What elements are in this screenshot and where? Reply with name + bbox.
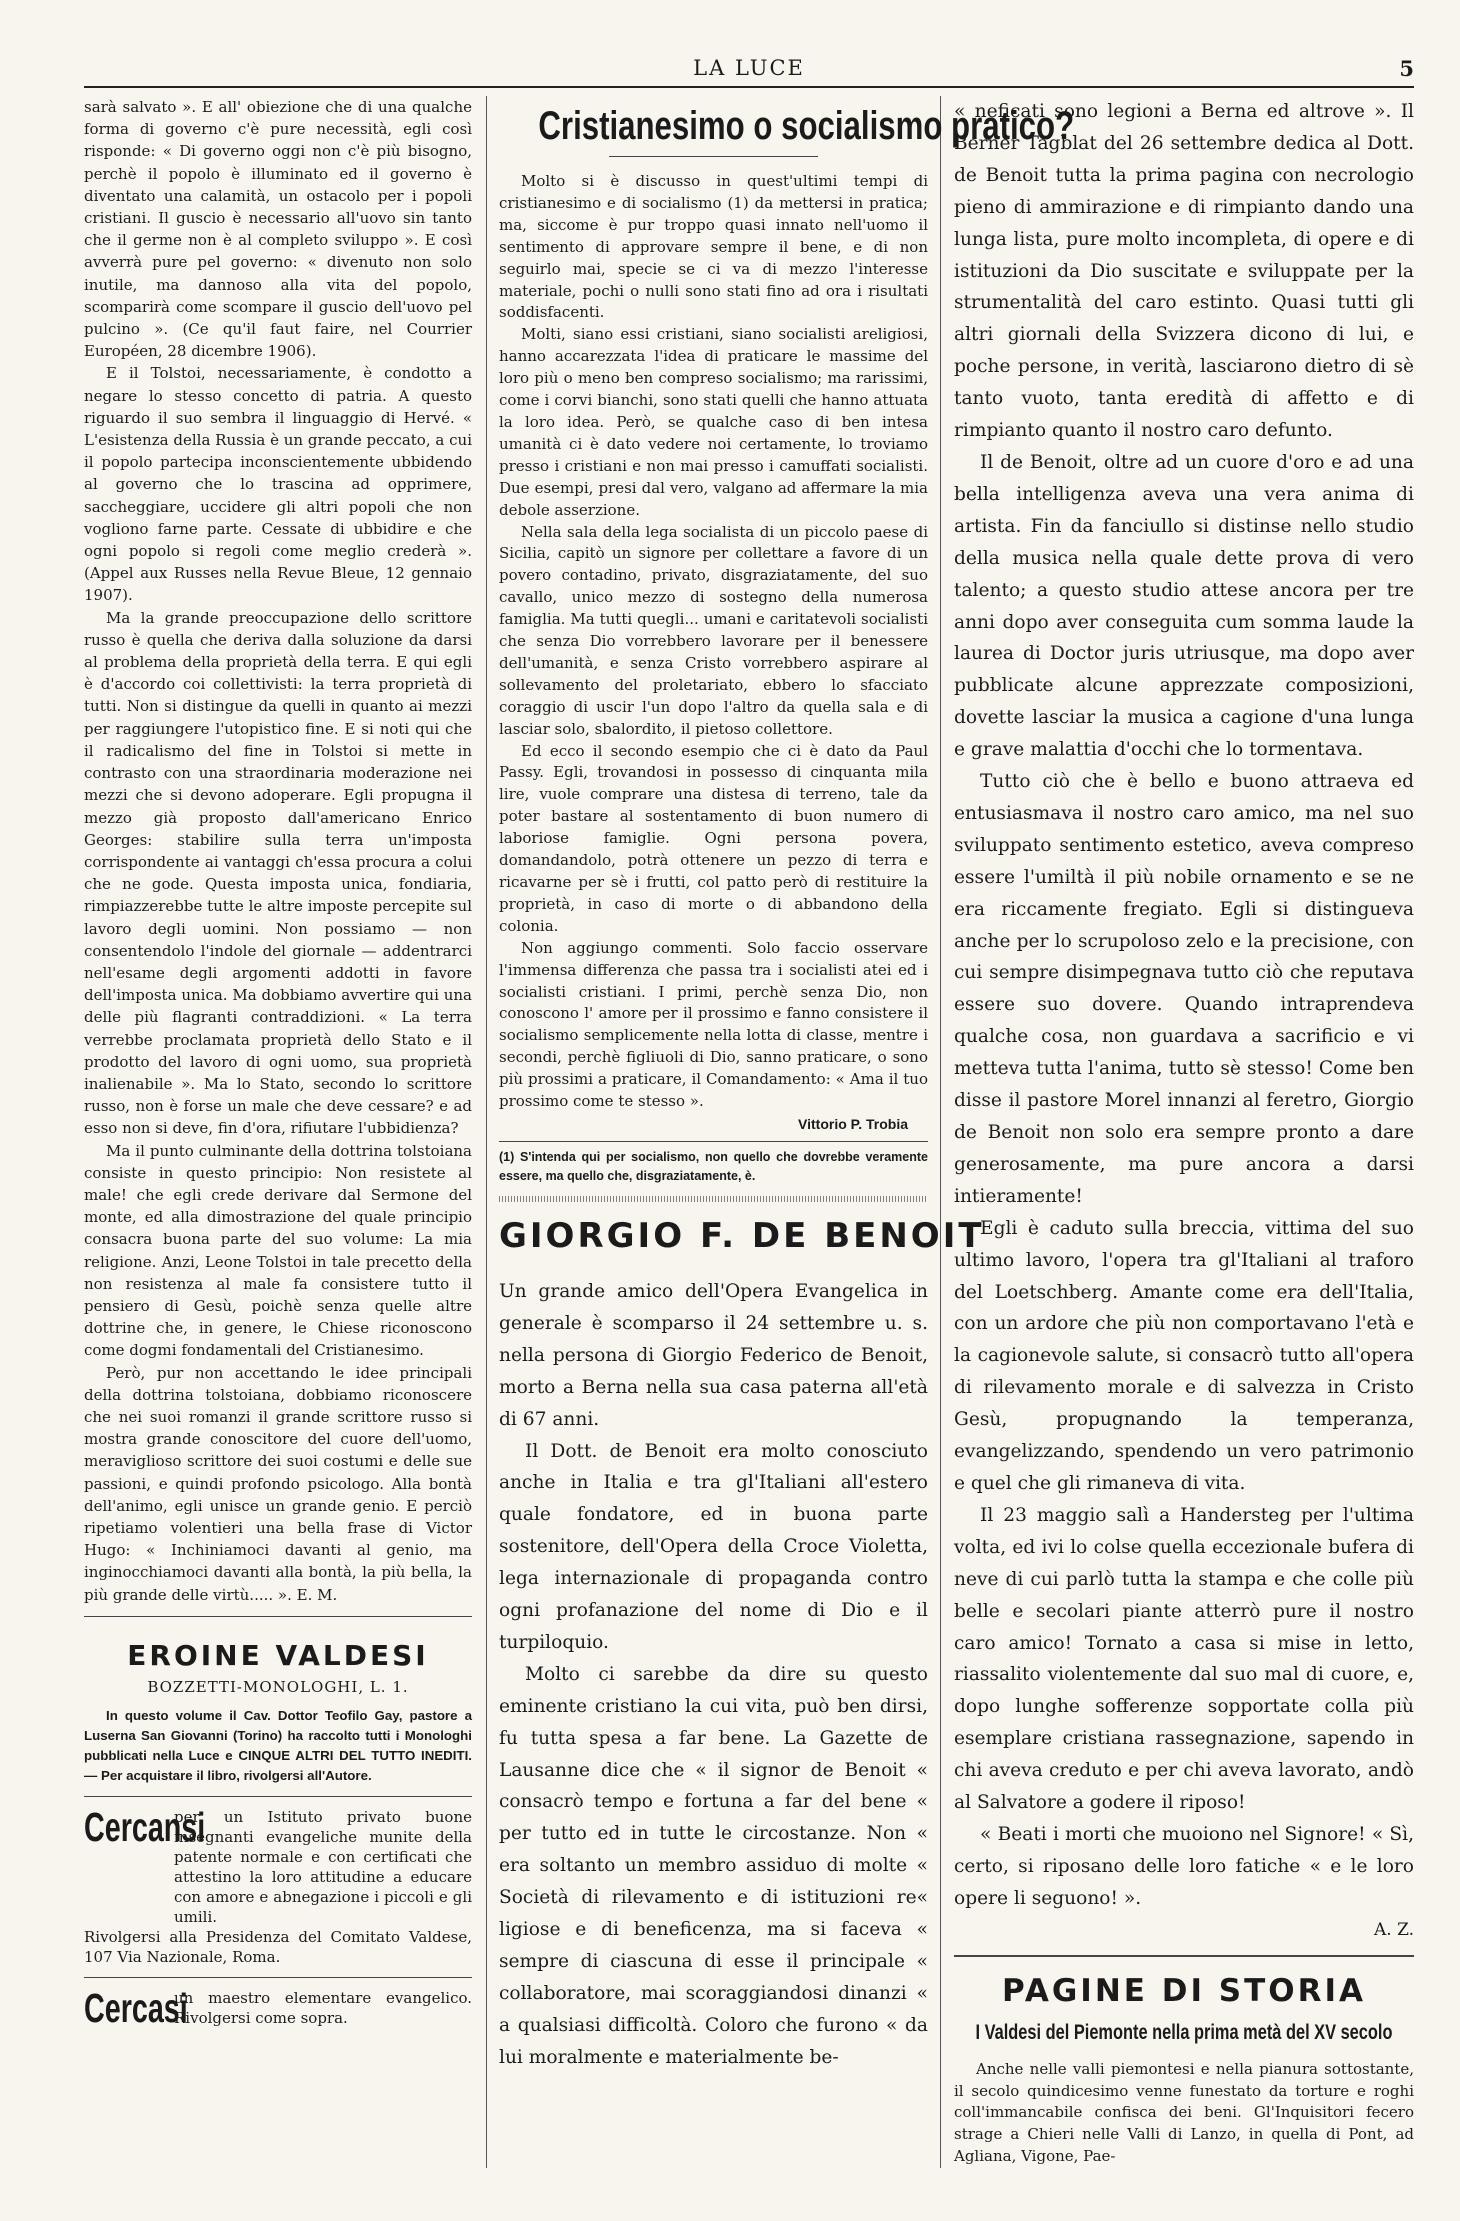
page-header <box>84 52 1414 88</box>
obituary-paragraph: « neficati sono legioni a Berna ed altrove ». Il Berner Tagblat del 26 settembre dedica al Dott. de Benoit tutta la prima pagina con necrologio pieno di ammirazione e di rimpianto dando una lunga lista, pure molto incompleta, di opere e di istituzioni da Dio suscitate e sviluppate per la strumentalità del caro estinto. Quasi tutti gli altri giornali della Svizzera dicono di lui, e poche persone, in verità, lasciarono dietro di sè tanto vuoto, tanta eredità di affetto e di rimpianto quanto il nostro caro defunto. <box>954 101 1414 442</box>
advert-cercansi <box>84 1803 472 1927</box>
advert-contact: Rivolgersi alla Presidenza del Comitato Valdese, 107 Via Nazionale, Roma. <box>84 1927 472 1966</box>
eroine-heading: EROINE VALDESI <box>127 1638 429 1672</box>
divider <box>499 1141 928 1142</box>
obituary-paragraph: Egli è caduto sulla breccia, vittima del suo ultimo lavoro, l'opera tra gl'Italiani al traforo del Loetschberg. Amante come era dell'Italia, con un ardore che più non comportavano l'età e la cagionevole salute, si consacrò tutto all'opera di rilevamento morale e di salvezza in Cristo Gesù, propugnando la temperanza, evangelizzando, spendendo un vero patrimonio e quel che gli rimaneva di vita. <box>954 1217 1414 1494</box>
advert-text: per un Istituto privato buone insegnanti evangeliche munite della patente normale e con certificati che attestino la loro attitudine a educare con amore e abnegazione i piccoli e gli umili. <box>174 1807 472 1926</box>
advert-keyword: Cercansi <box>84 1803 206 1850</box>
article-paragraph: Anche nelle valli piemontesi e nella pianura sottostante, il secolo quindicesimo venne funestato da torture e roghi coll'immancabile confisca dei beni. Gl'Inquisitori fecero strage a Chieri nelle Valli di Lanzo, in quella di Pont, ad Agliana, Vigone, Pae- <box>954 2059 1414 2166</box>
obituary-paragraph: Il Dott. de Benoit era molto conosciuto anche in Italia e tra gl'Italiani all'estero quale fondatore, ed in buona parte sostenitore, dell'Opera della Croce Violetta, lega internazionale di propaganda contro ogni profanazione del nome di Dio e il turpiloquio. <box>499 1440 928 1653</box>
article-paragraph: Ma la grande preoccupazione dello scrittore russo è quella che deriva dalla soluzione da darsi al problema della proprietà della terra. E qui egli è d'accordo coi collettivisti: la terra proprietà di tutti. Non si distingue da quelli in quanto ai mezzi per raggiungere l'utopistico fine. E si noti qui che il radicalismo del fine in Tolstoi si mette in contrasto con una straordinaria moderazione nei mezzi che si devono adoperare. Egli propugna il mezzo già proposto dall'americano Enrico Georges: stabilire sulla terra un'imposta corrispondente ai vantaggi ch'essa procura a colui che ne gode. Questa imposta unica, fondiaria, rimpiazzerebbe tutte le altre imposte percepite sul lavoro degli uomini. Non possiamo — non consentendolo l'indole del giornale — addentrarci nell'esame degli argomenti addotti in favore dell'imposta unica. Ma dobbiamo avvertire qui una delle più flagranti contraddizioni. « La terra verrebbe proclamata proprietà dello Stato e il prodotto del lavoro di ogni uomo, sua proprietà inalienabile ». Ma lo Stato, secondo lo scrittore russo, non è forse un male che deve cessare? e ad esso non si deve, fin d'ora, rifiutare l'ubbidienza? <box>84 608 472 1138</box>
divider <box>84 1796 472 1797</box>
footnote: (1) S'intenda qui per socialismo, non quello che dovrebbe veramente essere, ma quello che, disgraziatamente, è. <box>499 1149 928 1183</box>
article-paragraph: Ma il punto culminante della dottrina tolstoiana consiste in questo principio: Non resistete al male! che egli crede derivare dal Sermone del monte, ed alla dimostrazione del quale principio consacra buona parte del suo volume: La mia religione. Anzi, Leone Tolstoi in tale precetto della non resistenza al male fa consistere tutto il pensiero di Gesù, poichè senza quelle altre dottrine che, in genere, le Chiese riconoscono come dogmi fondamentali del Cristianesimo. <box>84 1141 472 1360</box>
section-heading-pagine: PAGINE DI STORIA <box>1001 1972 1367 2009</box>
article-paragraph: Nella sala della lega socialista di un piccolo paese di Sicilia, capitò un signore per collettare a favore di un povero contadino, privato, disgraziatamente, del suo cavallo, unico mezzo di sostegno della numerosa famiglia. Ma tutti quegli... umani e caritatevoli socialisti che senza Dio vorrebbero lavorare per il benessere dell'umanità, e senza Cristo vorrebbero aspirare al sollevamento del proletariato, ebbero lo sfacciato coraggio di uscir l'un dopo l'altro da quella sala e di lasciar solo, sbalordito, il pietoso collettore. <box>499 522 928 738</box>
column-1 <box>84 96 487 2168</box>
obituary-paragraph: Il 23 maggio salì a Handersteg per l'ultima volta, ed ivi lo colse quella eccezionale bufera di neve di cui parlò tutta la stampa e che colle più belle e secolari piante atterrò pure il nostro caro amico! Tornato a casa si mise in letto, riassalito violentemente dal suo mal di cuore, e, dopo lunghe sofferenze sopportate colla più esemplare cristiana rassegnazione, sapendo in chi aveva creduto e per chi aveva lavorato, andò al Salvatore a godere il riposo! <box>954 1504 1414 1814</box>
eroine-subtitle: BOZZETTI-MONOLOGHI, L. 1. <box>147 1677 409 1696</box>
article-paragraph: E il Tolstoi, necessariamente, è condotto a negare lo stesso concetto di patria. A questo riguardo il suo sembra il linguaggio di Hervé. « L'esistenza della Russia è un grande peccato, a cui il popolo partecipa inconscientemente ubbidendo al governo che lo trascina ad opprimere, saccheggiare, uccidere gli altri popoli che non vogliono farne parte. Cessate di ubbidire e che ogni popolo si regoli come meglio crederà ». (Appel aux Russes nella Revue Bleue, 12 gennaio 1907). <box>84 364 472 605</box>
obituary-paragraph: Un grande amico dell'Opera Evangelica in generale è scomparso il 24 settembre u. s. nella persona di Giorgio Federico de Benoit, morto a Berna nella sua casa paterna all'età di 67 anni. <box>499 1280 928 1430</box>
advert-cercasi <box>84 1984 472 2031</box>
obituary-paragraph: Molto ci sarebbe da dire su questo eminente cristiano la cui vita, può ben dirsi, fu tutta spesa a far bene. La Gazette de Lausanne dice che « il signor de Benoit « consacrò tempo e fortuna a far del bene « per tutto ed in tutte le circostanze. Non « era soltanto un membro assiduo di molte « Società di rilevamento e di istituzioni re« ligiose e di beneficenza, ma si faceva « sempre di ciascuna di esse il principale « collaboratore, mai scoraggiandosi dinanzi « a qualsiasi difficoltà. Coloro che furono « da lui moralmente e materialmente be- <box>499 1663 928 2068</box>
obituary-paragraph: « Beati i morti che muoiono nel Signore! « Sì, certo, si riposano delle loro fatiche « e le loro opere li seguono! ». <box>954 1823 1414 1909</box>
divider <box>609 156 818 157</box>
section-subheading: I Valdesi del Piemonte nella prima metà del XV secolo <box>975 2020 1393 2044</box>
divider <box>84 1977 472 1978</box>
article-heading-cristianesimo: Cristianesimo o socialismo pratico? <box>538 104 1075 148</box>
article-paragraph: sarà salvato ». E all' obiezione che di una qualche forma di governo c'è pure necessità, egli così risponde: « Di governo oggi non c'è più bisogno, perchè il popolo è illuminato ed il governo è diventato una calamità, un ostacolo per i popoli cristiani. Il guscio è necessario all'uovo sin tanto che il germe non è al completo sviluppo ». E così avverrà pure pel governo: « divenuto non solo inutile, ma dannoso alla vita del popolo, scomparirà come scompare il guscio dell'uovo pel pulcino ». (Ce qu'il faut faire, nel Courrier Européen, 28 dicembre 1906). <box>84 98 472 361</box>
article-paragraph: Molto si è discusso in quest'ultimi tempi di cristianesimo e di socialismo (1) da mettersi in pratica; ma, siccome è pur troppo quasi innato nell'uomo il sentimento di approvare sempre il bene, e di non seguirlo mai, specie se ci va di mezzo l'interesse materiale, pochi o nulli sono stati fino ad ora i risultati soddisfacenti. <box>499 172 928 322</box>
divider <box>84 1616 472 1617</box>
article-paragraph: Molti, siano essi cristiani, siano socialisti areligiosi, hanno accarezzata l'idea di praticare le massime del loro più o meno ben compreso socialismo; ma rarissimi, come i corvi bianchi, sono stati quelli che hanno attuata la loro idea. Però, se qualche caso di ben intesa umanità ci è dato vedere noi certamente, lo troviamo presso i cristiani e non mai presso i camuffati socialisti. Due esempi, presi dal vero, valgano ad affermare la mia debole asserzione. <box>499 325 928 519</box>
divider <box>954 1955 1414 1957</box>
newspaper-title: LA LUCE <box>693 56 805 80</box>
advert-text: un maestro elementare evangelico. Rivolgersi come sopra. <box>174 1988 472 2027</box>
obituary-signature: A. Z. <box>1373 1919 1414 1940</box>
wavy-divider <box>499 1196 928 1202</box>
article-signature: Vittorio P. Trobia <box>798 1115 908 1132</box>
obituary-paragraph: Il de Benoit, oltre ad un cuore d'oro e ad una bella intelligenza aveva una vera anima di artista. Fin da fanciullo si distinse nello studio della musica nella quale dette prova di vero talento; a questo studio attese ancora per tre anni dopo aver conseguita cum somma laude la laurea di Doctor juris utriusque, ma dopo aver pubblicate alcune apprezzate composizioni, dovette lasciar la musica a cagione d'una lunga e grave malattia d'occhi che lo tormentava. <box>954 451 1414 761</box>
obituary-heading: GIORGIO F. DE BENOIT <box>499 1215 985 1256</box>
columns <box>84 96 1414 2168</box>
advert-keyword: Cercasi <box>84 1984 188 2031</box>
article-paragraph: Però, pur non accettando le idee principali della dottrina tolstoiana, dobbiamo riconoscere che nei suoi romanzi il grande scrittore russo si mostra grande conoscitore del cuore dell'uomo, meraviglioso scrittore dei suoi costumi e delle sue passioni, e quindi profondo psicologo. Alla bontà dell'animo, egli unisce un grande genio. E perciò ripetiamo volentieri una bella frase di Victor Hugo: « Inchiniamoci davanti al genio, ma inginocchiamoci davanti alla bontà, la più bella, la più grande delle virtù..... ». E. M. <box>84 1363 472 1604</box>
column-3 <box>941 96 1414 2168</box>
obituary-paragraph: Tutto ciò che è bello e buono attraeva ed entusiasmava il nostro caro amico, ma nel suo sviluppato sentimento estetico, aveva compreso essere l'umiltà il più nobile ornamento e se ne era riccamente fregiato. Egli si distingueva anche per lo scrupoloso zelo e la precisione, con cui sempre disimpegnava tutto ciò che reputava essere suo dovere. Quando intraprendeva qualche cosa, non guardava a sacrificio e vi metteva tutta l'anima, tutto sè stesso! Come ben disse il pastore Morel innanzi al feretro, Giorgio de Benoit non solo era sempre pronto a dare generosamente, ma pure ancora a darsi intieramente! <box>954 771 1414 1207</box>
eroine-body: In questo volume il Cav. Dottor Teofilo Gay, pastore a Luserna San Giovanni (Torino) ha raccolto tutti i Monologhi pubblicati nella Luce e CINQUE ALTRI DEL TUTTO INEDITI. — Per acquistare il libro, rivolgersi all'Autore. <box>84 1707 472 1783</box>
column-2 <box>487 96 1075 2168</box>
page-number: 5 <box>1399 56 1414 81</box>
article-paragraph: Ed ecco il secondo esempio che ci è dato da Paul Passy. Egli, trovandosi in possesso di cinquanta mila lire, vuole comprare una distesa di terreno, tale da poter bastare al sostentamento di buon numero di laboriose famiglie. Ogni persona povera, domandandolo, potrà ottenere un pezzo di terra e ricavarne per sè i frutti, col patto però di restituire la proprietà, in caso di morte o di abbandono della colonia. <box>499 741 928 935</box>
article-paragraph: Non aggiungo commenti. Solo faccio osservare l'immensa differenza che passa tra i socialisti atei ed i socialisti cristiani. I primi, perchè senza Dio, non conoscono l' amore per il prossimo e fanno consistere il socialismo semplicemente nella lotta di classe, mentre i secondi, perchè figliuoli di Dio, sanno praticare, o sono più prossimi a praticare, il Comandamento: « Ama il tuo prossimo come te stesso ». <box>499 938 928 1111</box>
